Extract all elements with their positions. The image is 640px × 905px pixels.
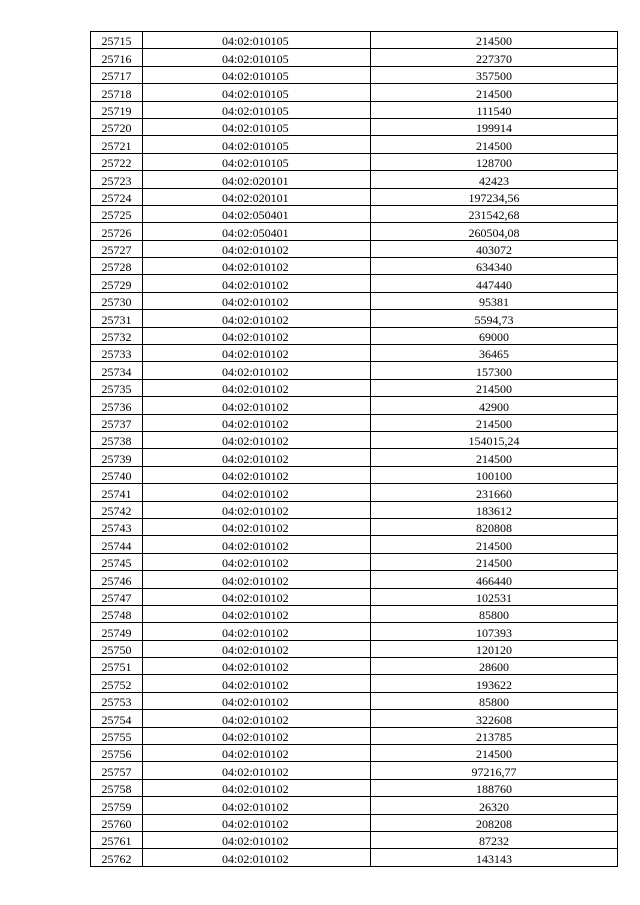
- table-row: [91, 118, 618, 135]
- table-row: [91, 640, 618, 657]
- value-cell: 447440: [371, 275, 618, 292]
- value-cell: 197234,56: [371, 188, 618, 205]
- value-cell: 95381: [371, 292, 618, 309]
- cadastral-code-cell: 04:02:020101: [143, 171, 371, 188]
- row-number-cell: 25722: [91, 153, 143, 170]
- value-cell: 36465: [371, 345, 618, 362]
- table-row: [91, 553, 618, 570]
- row-number-cell: 25760: [91, 814, 143, 831]
- table-row: [91, 101, 618, 118]
- value-cell: 231542,68: [371, 205, 618, 222]
- row-number-cell: 25721: [91, 136, 143, 153]
- value-cell: 214500: [371, 32, 618, 49]
- table-row: [91, 571, 618, 588]
- value-cell: 69000: [371, 327, 618, 344]
- table-row: [91, 66, 618, 83]
- table-row: [91, 136, 618, 153]
- cadastral-code-cell: 04:02:010102: [143, 258, 371, 275]
- row-number-cell: 25755: [91, 727, 143, 744]
- cadastral-code-cell: 04:02:010102: [143, 484, 371, 501]
- cadastral-code-cell: 04:02:010102: [143, 692, 371, 709]
- row-number-cell: 25746: [91, 571, 143, 588]
- cadastral-code-cell: 04:02:010102: [143, 588, 371, 605]
- cadastral-code-cell: 04:02:010105: [143, 66, 371, 83]
- cadastral-code-cell: 04:02:010102: [143, 501, 371, 518]
- row-number-cell: 25720: [91, 118, 143, 135]
- row-number-cell: 25748: [91, 605, 143, 622]
- table-row: [91, 745, 618, 762]
- table-row: [91, 49, 618, 66]
- value-cell: 154015,24: [371, 431, 618, 448]
- cadastral-code-cell: 04:02:010102: [143, 379, 371, 396]
- table-row: [91, 710, 618, 727]
- cadastral-code-cell: 04:02:010102: [143, 466, 371, 483]
- value-cell: 214500: [371, 536, 618, 553]
- row-number-cell: 25749: [91, 623, 143, 640]
- value-cell: 199914: [371, 118, 618, 135]
- row-number-cell: 25719: [91, 101, 143, 118]
- row-number-cell: 25739: [91, 449, 143, 466]
- row-number-cell: 25730: [91, 292, 143, 309]
- cadastral-code-cell: 04:02:010102: [143, 710, 371, 727]
- cadastral-code-cell: 04:02:010102: [143, 362, 371, 379]
- row-number-cell: 25757: [91, 762, 143, 779]
- table-row: [91, 484, 618, 501]
- value-cell: 42423: [371, 171, 618, 188]
- cadastral-code-cell: 04:02:020101: [143, 188, 371, 205]
- cadastral-code-cell: 04:02:010102: [143, 292, 371, 309]
- table-row: [91, 727, 618, 744]
- cadastral-code-cell: 04:02:010102: [143, 327, 371, 344]
- cadastral-code-cell: 04:02:010102: [143, 571, 371, 588]
- value-cell: 260504,08: [371, 223, 618, 240]
- row-number-cell: 25738: [91, 431, 143, 448]
- row-number-cell: 25759: [91, 797, 143, 814]
- value-cell: 85800: [371, 692, 618, 709]
- row-number-cell: 25751: [91, 658, 143, 675]
- cadastral-code-cell: 04:02:010102: [143, 310, 371, 327]
- row-number-cell: 25734: [91, 362, 143, 379]
- table-row: [91, 692, 618, 709]
- cadastral-code-cell: 04:02:010102: [143, 745, 371, 762]
- cadastral-code-cell: 04:02:010102: [143, 345, 371, 362]
- row-number-cell: 25762: [91, 849, 143, 866]
- table-row: [91, 327, 618, 344]
- row-number-cell: 25758: [91, 779, 143, 796]
- row-number-cell: 25740: [91, 466, 143, 483]
- value-cell: 107393: [371, 623, 618, 640]
- cadastral-code-cell: 04:02:010102: [143, 831, 371, 848]
- row-number-cell: 25733: [91, 345, 143, 362]
- value-cell: 157300: [371, 362, 618, 379]
- row-number-cell: 25723: [91, 171, 143, 188]
- row-number-cell: 25716: [91, 49, 143, 66]
- value-cell: 227370: [371, 49, 618, 66]
- row-number-cell: 25737: [91, 414, 143, 431]
- value-cell: 214500: [371, 84, 618, 101]
- value-cell: 193622: [371, 675, 618, 692]
- table-row: [91, 518, 618, 535]
- value-cell: 188760: [371, 779, 618, 796]
- cadastral-code-cell: 04:02:010105: [143, 32, 371, 49]
- cadastral-code-cell: 04:02:050401: [143, 223, 371, 240]
- table-row: [91, 240, 618, 257]
- value-cell: 85800: [371, 605, 618, 622]
- row-number-cell: 25745: [91, 553, 143, 570]
- row-number-cell: 25718: [91, 84, 143, 101]
- table-row: [91, 536, 618, 553]
- table-row: [91, 362, 618, 379]
- table-row: [91, 814, 618, 831]
- row-number-cell: 25744: [91, 536, 143, 553]
- table-row: [91, 449, 618, 466]
- cadastral-code-cell: 04:02:010102: [143, 397, 371, 414]
- cadastral-code-cell: 04:02:010102: [143, 240, 371, 257]
- table-row: [91, 849, 618, 866]
- value-cell: 102531: [371, 588, 618, 605]
- value-cell: 214500: [371, 553, 618, 570]
- cadastral-code-cell: 04:02:010102: [143, 762, 371, 779]
- row-number-cell: 25756: [91, 745, 143, 762]
- table-row: [91, 188, 618, 205]
- value-cell: 100100: [371, 466, 618, 483]
- cadastral-code-cell: 04:02:050401: [143, 205, 371, 222]
- cadastral-code-cell: 04:02:010105: [143, 101, 371, 118]
- row-number-cell: 25741: [91, 484, 143, 501]
- cadastral-code-cell: 04:02:010102: [143, 623, 371, 640]
- cadastral-code-cell: 04:02:010105: [143, 153, 371, 170]
- cadastral-code-cell: 04:02:010102: [143, 431, 371, 448]
- table-row: [91, 431, 618, 448]
- table-row: [91, 171, 618, 188]
- value-cell: 214500: [371, 136, 618, 153]
- value-cell: 231660: [371, 484, 618, 501]
- value-cell: 214500: [371, 379, 618, 396]
- cadastral-code-cell: 04:02:010102: [143, 779, 371, 796]
- table-row: [91, 675, 618, 692]
- value-cell: 322608: [371, 710, 618, 727]
- cadastral-code-cell: 04:02:010102: [143, 275, 371, 292]
- row-number-cell: 25731: [91, 310, 143, 327]
- cadastral-code-cell: 04:02:010102: [143, 814, 371, 831]
- cadastral-code-cell: 04:02:010105: [143, 84, 371, 101]
- table-row: [91, 658, 618, 675]
- table-row: [91, 466, 618, 483]
- table-row: [91, 623, 618, 640]
- table-row: [91, 501, 618, 518]
- table-row: [91, 779, 618, 796]
- value-cell: 214500: [371, 449, 618, 466]
- value-cell: 26320: [371, 797, 618, 814]
- row-number-cell: 25715: [91, 32, 143, 49]
- value-cell: 403072: [371, 240, 618, 257]
- table-row: [91, 205, 618, 222]
- value-cell: 128700: [371, 153, 618, 170]
- row-number-cell: 25727: [91, 240, 143, 257]
- value-cell: 111540: [371, 101, 618, 118]
- table-row: [91, 605, 618, 622]
- value-cell: 466440: [371, 571, 618, 588]
- value-cell: 214500: [371, 745, 618, 762]
- table-row: [91, 310, 618, 327]
- table-row: [91, 397, 618, 414]
- row-number-cell: 25753: [91, 692, 143, 709]
- cadastral-code-cell: 04:02:010102: [143, 797, 371, 814]
- value-cell: 28600: [371, 658, 618, 675]
- row-number-cell: 25717: [91, 66, 143, 83]
- table-row: [91, 345, 618, 362]
- row-number-cell: 25750: [91, 640, 143, 657]
- cadastral-code-cell: 04:02:010102: [143, 640, 371, 657]
- value-cell: 120120: [371, 640, 618, 657]
- table-row: [91, 797, 618, 814]
- table-row: [91, 379, 618, 396]
- cadastral-code-cell: 04:02:010105: [143, 49, 371, 66]
- table-row: [91, 831, 618, 848]
- value-cell: 213785: [371, 727, 618, 744]
- row-number-cell: 25747: [91, 588, 143, 605]
- value-cell: 87232: [371, 831, 618, 848]
- cadastral-code-cell: 04:02:010102: [143, 727, 371, 744]
- table-row: [91, 414, 618, 431]
- cadastral-code-cell: 04:02:010102: [143, 675, 371, 692]
- cadastral-code-cell: 04:02:010102: [143, 553, 371, 570]
- row-number-cell: 25732: [91, 327, 143, 344]
- value-cell: 5594,73: [371, 310, 618, 327]
- row-number-cell: 25754: [91, 710, 143, 727]
- value-cell: 634340: [371, 258, 618, 275]
- table-row: [91, 153, 618, 170]
- row-number-cell: 25742: [91, 501, 143, 518]
- table-row: [91, 32, 618, 49]
- value-cell: 143143: [371, 849, 618, 866]
- value-cell: 97216,77: [371, 762, 618, 779]
- table-row: [91, 275, 618, 292]
- cadastral-code-cell: 04:02:010102: [143, 449, 371, 466]
- cadastral-code-cell: 04:02:010102: [143, 849, 371, 866]
- cadastral-code-cell: 04:02:010105: [143, 118, 371, 135]
- table-body: [91, 32, 618, 867]
- table-row: [91, 292, 618, 309]
- row-number-cell: 25752: [91, 675, 143, 692]
- table-row: [91, 223, 618, 240]
- row-number-cell: 25729: [91, 275, 143, 292]
- row-number-cell: 25736: [91, 397, 143, 414]
- cadastral-code-cell: 04:02:010102: [143, 518, 371, 535]
- row-number-cell: 25726: [91, 223, 143, 240]
- row-number-cell: 25735: [91, 379, 143, 396]
- value-cell: 820808: [371, 518, 618, 535]
- row-number-cell: 25761: [91, 831, 143, 848]
- row-number-cell: 25728: [91, 258, 143, 275]
- table-row: [91, 258, 618, 275]
- row-number-cell: 25724: [91, 188, 143, 205]
- row-number-cell: 25725: [91, 205, 143, 222]
- value-cell: 42900: [371, 397, 618, 414]
- value-cell: 214500: [371, 414, 618, 431]
- value-cell: 208208: [371, 814, 618, 831]
- table-row: [91, 84, 618, 101]
- value-cell: 183612: [371, 501, 618, 518]
- cadastral-code-cell: 04:02:010105: [143, 136, 371, 153]
- row-number-cell: 25743: [91, 518, 143, 535]
- cadastral-code-cell: 04:02:010102: [143, 605, 371, 622]
- value-cell: 357500: [371, 66, 618, 83]
- data-table: [90, 31, 618, 867]
- cadastral-code-cell: 04:02:010102: [143, 658, 371, 675]
- table-row: [91, 762, 618, 779]
- cadastral-code-cell: 04:02:010102: [143, 414, 371, 431]
- cadastral-code-cell: 04:02:010102: [143, 536, 371, 553]
- table-row: [91, 588, 618, 605]
